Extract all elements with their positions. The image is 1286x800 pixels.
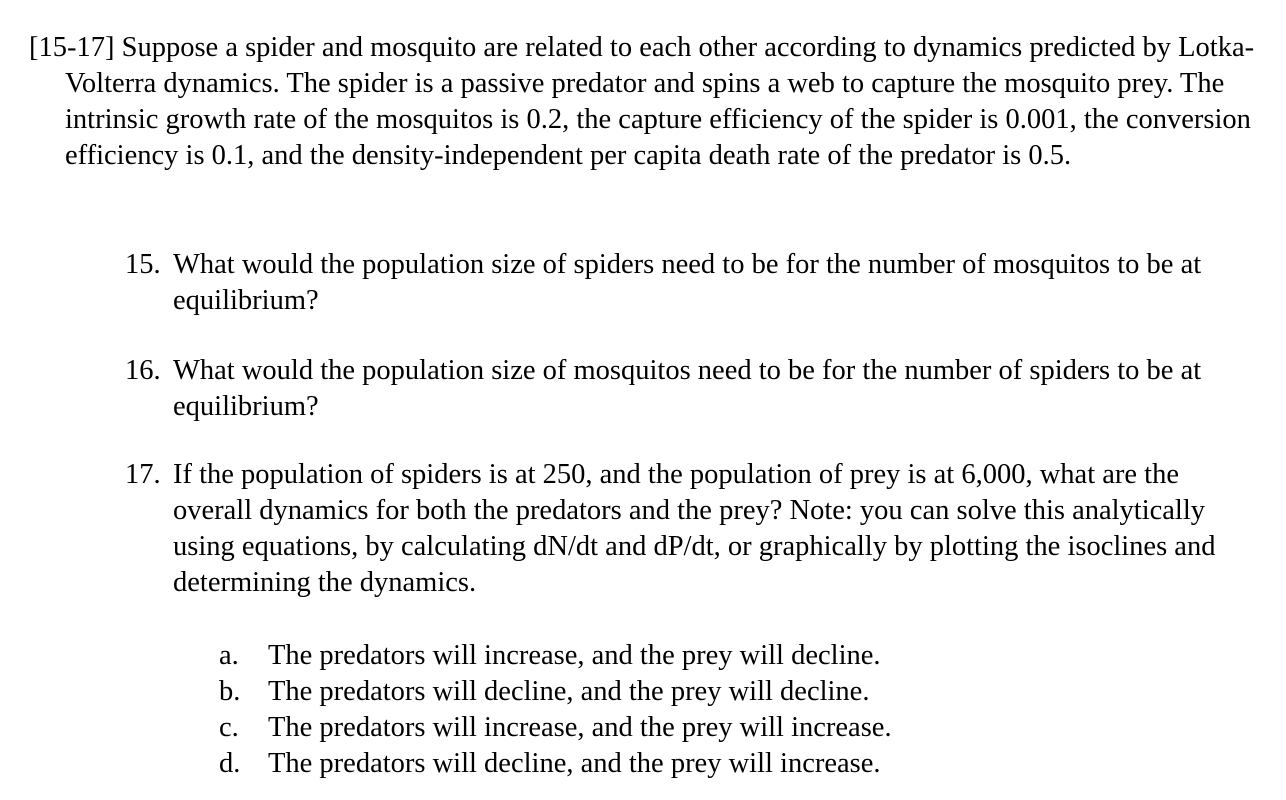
- question-text: If the population of spiders is at 250, and the population of prey is at 6,000, what are the overall dynamics for both the predators and the prey? Note: you can solve this analytically using equations, by calculating dN/dt and dP/dt, or graphically by plotting the isoclines and determining the dynamics.: [173, 459, 1216, 598]
- option-letter: a.: [219, 640, 239, 671]
- option-text: The predators will decline, and the prey will increase.: [268, 748, 881, 779]
- question-16: [125, 353, 1265, 425]
- option-text: The predators will increase, and the prey will increase.: [268, 712, 892, 743]
- question-text: What would the population size of spiders need to be for the number of mosquitos to be at equilibrium?: [173, 249, 1202, 316]
- question-15: [125, 247, 1265, 319]
- question-text: What would the population size of mosquitos need to be for the number of spiders to be at equilibrium?: [173, 355, 1202, 422]
- option-letter: b.: [219, 676, 241, 707]
- option-a: [219, 638, 1219, 674]
- answer-options: [219, 638, 1219, 782]
- option-b: [219, 674, 1219, 710]
- option-text: The predators will decline, and the prey will decline.: [268, 676, 870, 707]
- question-number: 16.: [125, 355, 161, 386]
- option-d: [219, 746, 1219, 782]
- option-letter: d.: [219, 748, 241, 779]
- option-letter: c.: [219, 712, 239, 743]
- option-c: [219, 710, 1219, 746]
- option-text: The predators will increase, and the prey will decline.: [268, 640, 881, 671]
- question-17: [125, 457, 1265, 601]
- problem-intro: [15-17] Suppose a spider and mosquito are related to each other according to dynamics predicted by Lotka-Volterra dynamics. The spider is a passive predator and spins a web to capture the mosquito prey. The intrinsic growth rate of the mosquitos is 0.2, the capture efficiency of the spider is 0.001, the conversion efficiency is 0.1, and the density-independent per capita death rate of the predator is 0.5.: [29, 32, 1255, 171]
- question-number: 17.: [125, 459, 161, 490]
- question-number: 15.: [125, 249, 161, 280]
